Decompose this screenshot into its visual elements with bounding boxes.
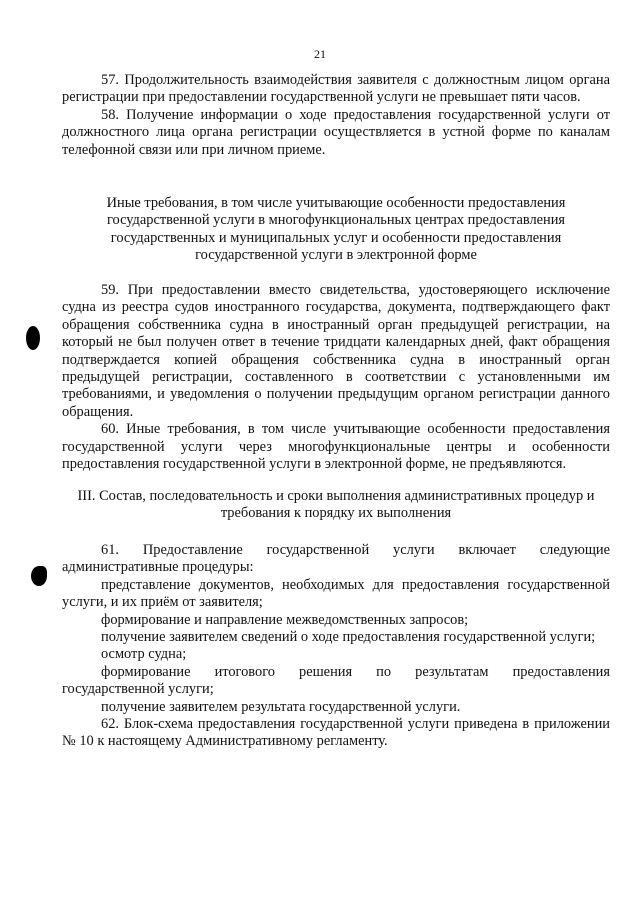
hole-punch-mark-bottom	[31, 566, 47, 586]
content-block-3	[62, 282, 610, 473]
list-item: получение заявителем сведений о ходе предоставления государственной услуги;	[101, 629, 596, 646]
content-block-5	[62, 542, 610, 751]
section-heading-other-requirements: Иные требования, в том числе учитывающие особенности предоставления государственной услуги в многофункциональных центрах предоставления государственных и муниципальных услуг и особенности предоставления государственной услуги в электронной форме	[106, 195, 566, 264]
list-item: получение заявителем результата государственной услуги.	[101, 698, 461, 715]
paragraph-62: 62. Блок-схема предоставления государственной услуги приведена в приложении № 10 к настоящему Административному регламенту.	[62, 716, 610, 750]
paragraph-58: 58. Получение информации о ходе предоставления государственной услуги от должностного лица органа регистрации осуществляется в устной форме по каналам телефонной связи или при личном приеме.	[62, 106, 610, 158]
section-heading-iii: III. Состав, последовательность и сроки выполнения административных процедур и требования к порядку их выполнения	[77, 488, 595, 522]
paragraph-61: 61. Предоставление государственной услуги включает следующие административные процедуры:	[62, 542, 610, 576]
paragraph-57: 57. Продолжительность взаимодействия заявителя с должностным лицом органа регистрации при предоставлении государственной услуги не превышает пяти часов.	[62, 72, 610, 106]
list-item: формирование итогового решения по результатам предоставления государственной услуги;	[62, 663, 610, 698]
paragraph-59: 59. При предоставлении вместо свидетельства, удостоверяющего исключение судна из реестра судов иностранного государства, документа, подтверждающего факт обращения собственника судна в иностранный орган предыдущей регистрации, на который не был получен ответ в течение тридцати календарных дней, факт обращения подтверждается копией обращения собственника судна в иностранный орган предыдущей регистрации, составленного в соответствии с установленными им требованиями, и уведомления о получении предыдущим органом регистрации данного обращения.	[62, 282, 610, 420]
list-item: осмотр судна;	[101, 646, 187, 663]
page-number: 21	[314, 47, 326, 61]
content-block-1	[62, 72, 610, 159]
list-item: формирование и направление межведомственных запросов;	[101, 611, 469, 628]
paragraph-60: 60. Иные требования, в том числе учитывающие особенности предоставления государственной услуги через многофункциональные центры и особенности предоставления государственной услуги в электронной форме, не предъявляются.	[62, 421, 610, 473]
content-block-2	[92, 195, 580, 265]
content-block-4	[58, 488, 614, 523]
hole-punch-mark-top	[26, 326, 40, 350]
list-item: представление документов, необходимых для предоставления государственной услуги, и их приём от заявителя;	[62, 576, 610, 611]
